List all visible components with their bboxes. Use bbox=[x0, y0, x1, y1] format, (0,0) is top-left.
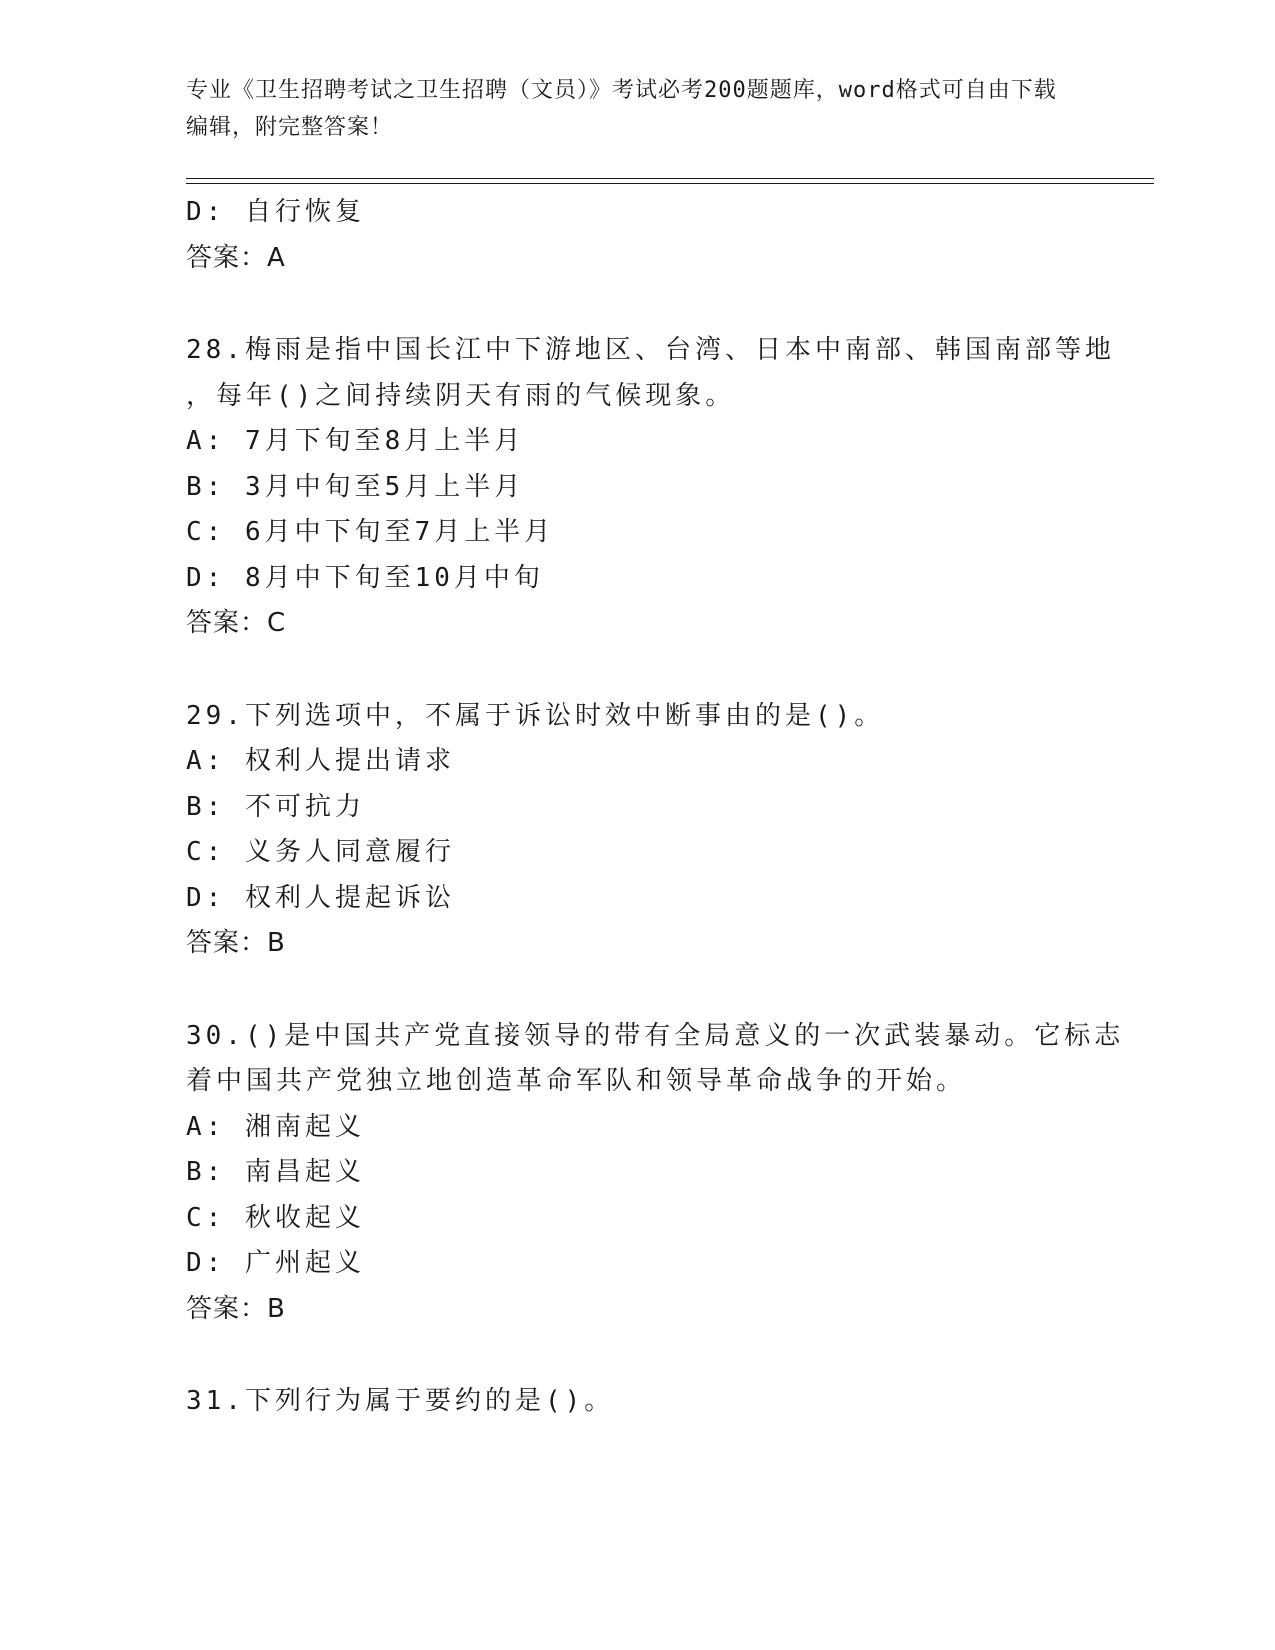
option-d-previous: D: 自行恢复 bbox=[186, 197, 365, 227]
header-divider-bottom bbox=[186, 183, 1154, 184]
answer: 答案：B bbox=[186, 928, 286, 958]
spacer bbox=[186, 647, 1086, 694]
question-text-continued: ，每年()之间持续阴天有雨的气候现象。 bbox=[186, 380, 736, 411]
option-c: C: 义务人同意履行 bbox=[186, 837, 455, 867]
answer: 答案：C bbox=[186, 608, 287, 638]
option-a: A: 湘南起义 bbox=[186, 1111, 365, 1142]
option-d: D: 8月中下旬至10月中旬 bbox=[186, 562, 544, 593]
option-b: B: 南昌起义 bbox=[186, 1157, 365, 1187]
option-b: B: 不可抗力 bbox=[186, 791, 365, 822]
option-d: D: 权利人提起诉讼 bbox=[186, 882, 455, 913]
spacer bbox=[186, 1332, 1086, 1379]
header-divider-top bbox=[186, 178, 1154, 179]
question-content bbox=[186, 190, 1125, 1425]
question-text: 30.()是中国共产党直接领导的带有全局意义的一次武装暴动。它标志 bbox=[186, 1020, 1125, 1051]
spacer bbox=[186, 967, 1086, 1014]
option-c: C: 秋收起义 bbox=[186, 1202, 365, 1233]
question-31 bbox=[186, 1379, 1086, 1425]
option-a: A: 权利人提出请求 bbox=[186, 746, 455, 776]
question-text: 28.梅雨是指中国长江中下游地区、台湾、日本中南部、韩国南部等地 bbox=[186, 335, 1115, 365]
option-a: A: 7月下旬至8月上半月 bbox=[186, 426, 525, 456]
answer-previous: 答案：A bbox=[186, 242, 286, 273]
option-d: D: 广州起义 bbox=[186, 1248, 365, 1278]
question-text: 29.下列选项中，不属于诉讼时效中断事由的是()。 bbox=[186, 700, 885, 731]
question-28 bbox=[186, 328, 1115, 647]
question-text: 31.下列行为属于要约的是()。 bbox=[186, 1386, 615, 1416]
question-text-continued: 着中国共产党独立地创造革命军队和领导革命战争的开始。 bbox=[186, 1066, 967, 1096]
answer: 答案：B bbox=[186, 1293, 286, 1324]
option-b: B: 3月中旬至5月上半月 bbox=[186, 471, 525, 502]
option-c: C: 6月中下旬至7月上半月 bbox=[186, 517, 555, 547]
question-29 bbox=[186, 694, 1086, 967]
document-header-title: 专业《卫生招聘考试之卫生招聘（文员）》考试必考200题题库，word格式可自由下载编辑，附完整答案！ bbox=[186, 78, 1057, 140]
spacer bbox=[186, 281, 1086, 328]
question-30 bbox=[186, 1014, 1125, 1333]
